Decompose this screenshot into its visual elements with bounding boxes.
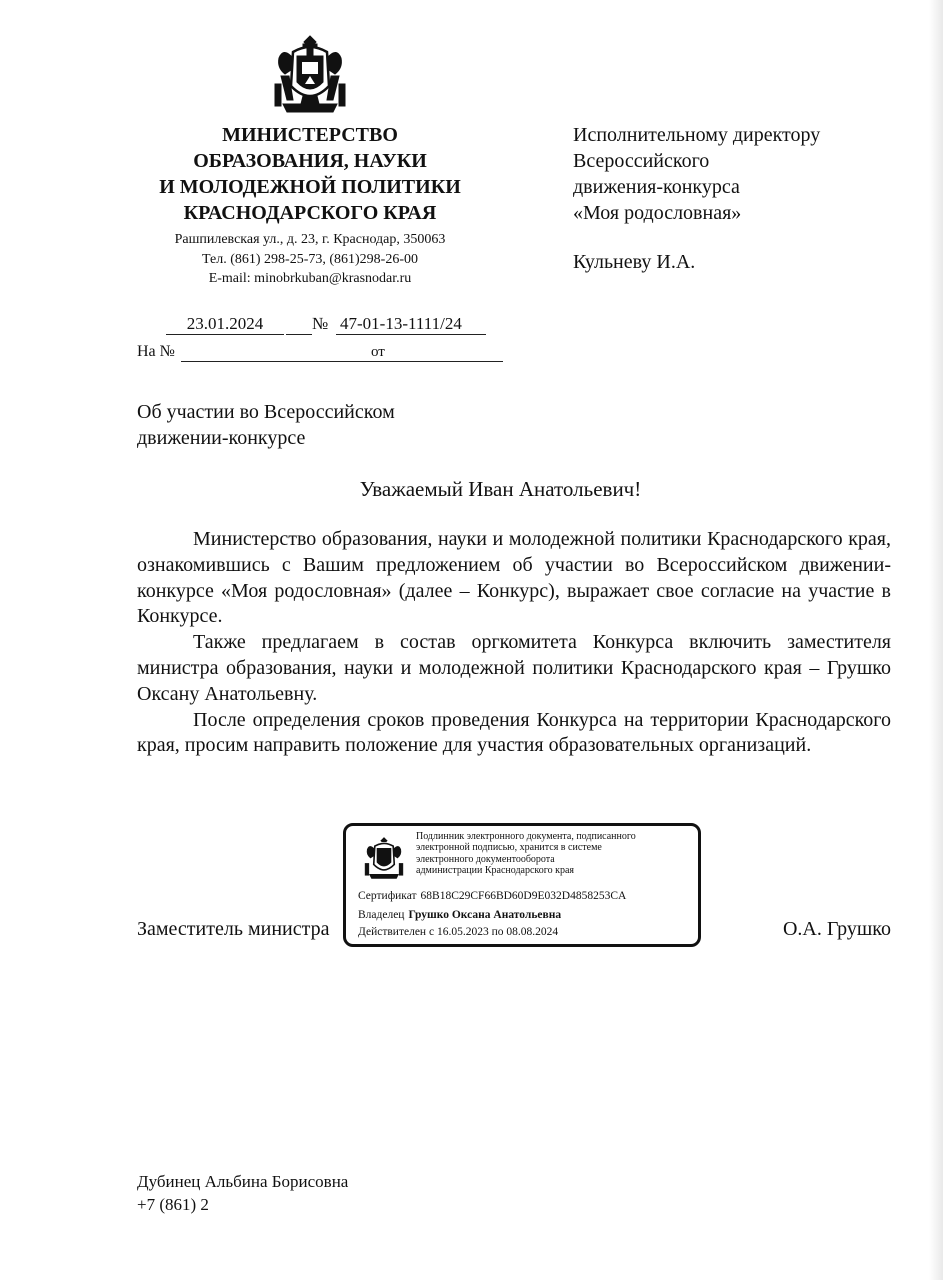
body-paragraph: После определения сроков проведения Конкурса на территории Краснодарского края, просим направить положение для участия образовательных организаций. [137, 708, 891, 757]
sender-organization [120, 122, 500, 226]
addressee-name: Кульневу И.А. [573, 251, 696, 273]
stamp-header-line: электронного документооборота [416, 853, 555, 865]
subject-line: Об участии во Всероссийском [137, 401, 395, 423]
validity-label: Действителен с [358, 926, 435, 938]
owner-value: Грушко Оксана Анатольевна [408, 909, 562, 921]
addressee-block [573, 122, 903, 226]
addressee-line: Исполнительному директору [573, 124, 821, 146]
stamp-certificate-row [358, 889, 626, 903]
sender-email: E-mail: minobrkuban@krasnodar.ru [208, 271, 412, 286]
certificate-label: Сертификат [358, 890, 417, 902]
valid-from: 16.05.2023 [436, 926, 489, 938]
sender-address: Рашпилевская ул., д. 23, г. Краснодар, 350063 [174, 232, 446, 247]
stamp-header-line: администрации Краснодарского края [416, 864, 575, 876]
registration-number: 47-01-13-1111/24 [336, 313, 486, 335]
subject-line: движении-конкурсе [137, 427, 306, 449]
valid-to-label: по [491, 926, 504, 938]
org-name-line: И МОЛОДЕЖНОЙ ПОЛИТИКИ [159, 176, 461, 198]
reference-row [137, 342, 477, 364]
page-edge-shadow [929, 0, 943, 1280]
electronic-signature-stamp [343, 823, 701, 947]
sender-contacts [120, 230, 500, 289]
signer-position: Заместитель министра [137, 918, 330, 940]
certificate-value: 68B18C29CF66BD60D9E032D4858253CA [420, 890, 627, 902]
letter-greeting: Уважаемый Иван Анатольевич! [359, 477, 642, 501]
registration-number-sign: № [312, 314, 329, 333]
stamp-validity-row [358, 925, 558, 939]
stamp-coat-of-arms-icon [364, 836, 404, 880]
executor-phone: +7 (861) 2 [137, 1195, 209, 1214]
stamp-header-line: электронной подписью, хранится в системе [416, 842, 602, 854]
body-paragraph: Министерство образования, науки и молодежной политики Краснодарского края, ознакомившись с Вашим предложением об участии во Всероссийском движении-конкурсе «Моя родословная» (далее – Конкурс), выражает свое согласие на участие в Конкурсе. [137, 528, 891, 628]
stamp-owner-row [358, 908, 561, 922]
reference-label: На № [137, 343, 175, 360]
signer-name: О.А. Грушко [782, 918, 891, 940]
body-paragraph: Также предлагаем в состав оргкомитета Конкурса включить заместителя министра образования, науки и молодежной политики Краснодарского края – Грушко Оксану Анатольевну. [137, 631, 891, 705]
owner-label: Владелец [358, 909, 405, 921]
executor-block [137, 1170, 348, 1216]
letter-body [137, 527, 891, 759]
addressee-line: движения-конкурса [573, 176, 740, 198]
letter-subject [137, 399, 457, 451]
registration-date: 23.01.2024 [166, 313, 284, 335]
addressee-line: Всероссийского [573, 150, 710, 172]
registration-underline [286, 334, 312, 335]
valid-to: 08.08.2024 [506, 926, 559, 938]
stamp-header-line: Подлинник электронного документа, подписанного [416, 831, 636, 842]
reference-from-label: от [371, 344, 385, 360]
reference-date-blank [393, 361, 471, 362]
executor-name: Дубинец Альбина Борисовна [137, 1172, 349, 1191]
registration-row [166, 313, 486, 335]
org-name-line: МИНИСТЕРСТВО [222, 124, 398, 146]
org-name-line: ОБРАЗОВАНИЯ, НАУКИ [193, 150, 427, 172]
addressee-line: «Моя родословная» [573, 202, 742, 224]
org-name-line: КРАСНОДАРСКОГО КРАЯ [183, 202, 437, 224]
coat-of-arms-icon [273, 34, 347, 114]
stamp-header [416, 831, 696, 876]
sender-phone: Тел. (861) 298-25-73, (861)298-26-00 [201, 251, 418, 267]
